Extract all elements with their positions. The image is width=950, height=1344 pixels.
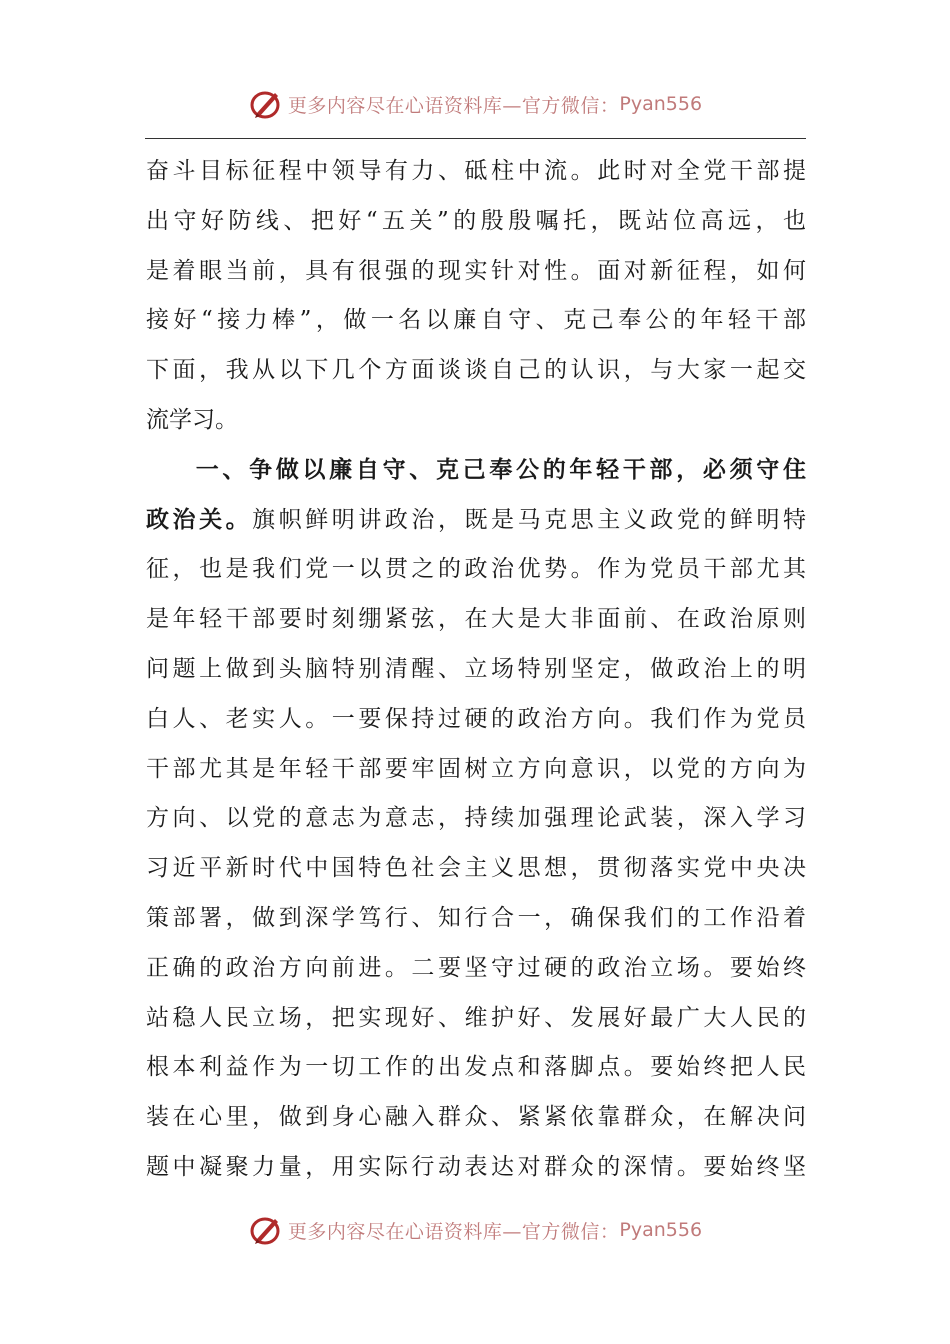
section-heading-line <box>146 446 806 496</box>
text-line <box>146 496 806 546</box>
text-line: 问题上做到头脑特别清醒、立场特别坚定，做政治上的明 <box>146 655 806 682</box>
header-banner <box>0 84 950 124</box>
text-line: 是年轻干部要时刻绷紧弦，在大是大非面前、在政治原则 <box>146 606 806 633</box>
text-line: 干部尤其是年轻干部要牢固树立方向意识，以党的方向为 <box>146 755 806 782</box>
text-line: 题中凝聚力量，用实际行动表达对群众的深情。要始终坚 <box>146 1153 806 1180</box>
text-line: 接好“接力棒”，做一名以廉自守、克己奉公的年轻干部 <box>146 307 806 334</box>
banner-wechat-id: Pyan556 <box>619 1219 703 1241</box>
text-line: 是着眼当前，具有很强的现实针对性。面对新征程，如何 <box>146 257 806 284</box>
header-rule <box>145 138 806 139</box>
text-line: 流学习。 <box>146 406 238 433</box>
text-line: 征，也是我们党一以贯之的政治优势。作为党员干部尤其 <box>146 556 806 583</box>
pen-logo-icon <box>248 86 284 122</box>
footer-banner <box>0 1210 950 1250</box>
pen-logo-icon <box>248 1212 284 1248</box>
text-line: 策部署，做到深学笃行、知行合一，确保我们的工作沿着 <box>146 904 806 931</box>
section-heading: 一、争做以廉自守、克己奉公的年轻干部，必须守住 <box>192 456 806 483</box>
banner-text: 更多内容尽在心语资料库—官方微信： <box>287 94 620 117</box>
text-line: 下面，我从以下几个方面谈谈自己的认识，与大家一起交 <box>146 357 806 384</box>
text-line: 装在心里，做到身心融入群众、紧紧依靠群众，在解决问 <box>146 1104 806 1131</box>
section-heading-end: 政治关。 <box>146 506 253 533</box>
text-line: 方向、以党的意志为意志，持续加强理论武装，深入学习 <box>146 805 806 832</box>
banner-wechat-id: Pyan556 <box>619 93 703 115</box>
text-line: 出守好防线、把好“五关”的殷殷嘱托，既站位高远，也 <box>146 207 806 234</box>
text-line: 根本利益作为一切工作的出发点和落脚点。要始终把人民 <box>146 1054 806 1081</box>
text-span: 旗帜鲜明讲政治，既是马克思主义政党的鲜明特 <box>252 506 806 533</box>
text-line: 白人、老实人。一要保持过硬的政治方向。我们作为党员 <box>146 705 806 732</box>
text-line: 习近平新时代中国特色社会主义思想，贯彻落实党中央决 <box>146 855 806 882</box>
text-line: 站稳人民立场，把实现好、维护好、发展好最广大人民的 <box>146 1004 806 1031</box>
banner-text: 更多内容尽在心语资料库—官方微信： <box>287 1220 620 1243</box>
text-line: 奋斗目标征程中领导有力、砥柱中流。此时对全党干部提 <box>146 158 806 184</box>
document-body <box>146 147 806 1193</box>
text-line: 正确的政治方向前进。二要坚守过硬的政治立场。要始终 <box>146 954 806 981</box>
